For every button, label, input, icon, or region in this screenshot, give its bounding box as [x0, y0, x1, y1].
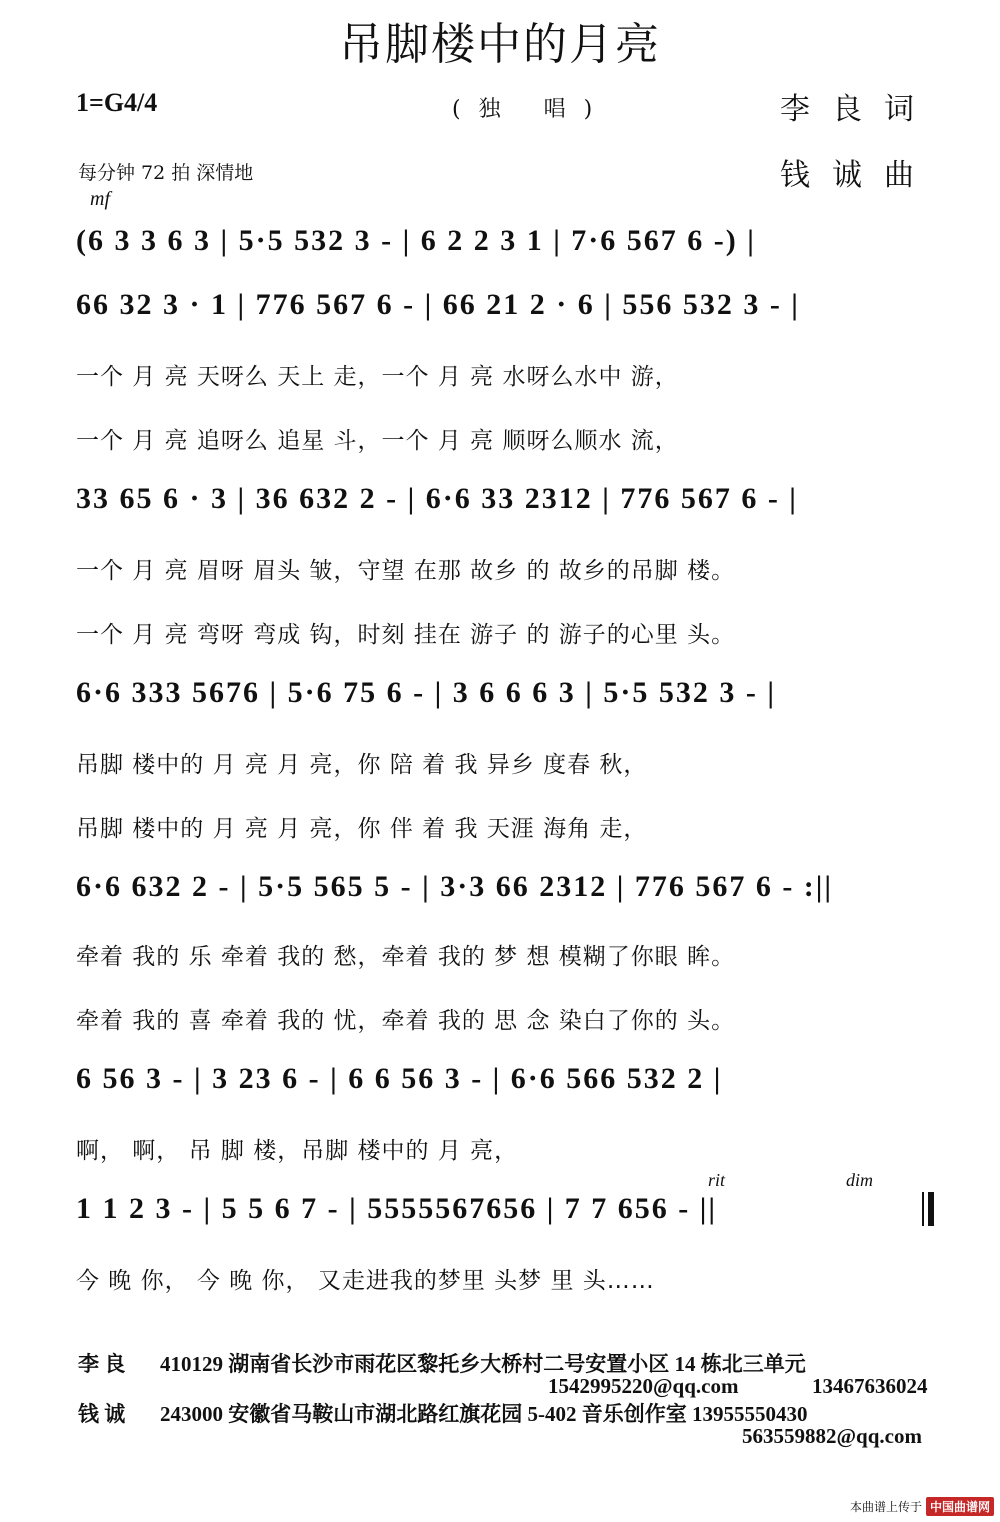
score-line-3: 33 65 6 · 3 | 36 632 2 - | 6·6 33 2312 | 776 567 6 - |	[76, 482, 798, 515]
performance-mode: (独 唱)	[452, 97, 611, 122]
contact-2-name: 钱 诚	[78, 1402, 126, 1426]
score-line-4: 6·6 333 5676 | 5·6 75 6 - | 3 6 6 6 3 | 5·5 532 3 - |	[76, 676, 776, 709]
score-line-2: 66 32 3 · 1 | 776 567 6 - | 66 21 2 · 6 | 556 532 3 - |	[76, 288, 800, 321]
contact-1-address: 410129 湖南省长沙市雨花区黎托乡大桥村二号安置小区 14 栋北三单元	[160, 1352, 806, 1376]
upload-text: 本曲谱上传于	[849, 1500, 922, 1514]
lyric-line-3-verse-2: 一个 月 亮 弯呀 弯成 钩，时刻 挂在 游子 的 游子的心里 头。	[76, 622, 736, 648]
contact-2-address: 243000 安徽省马鞍山市湖北路红旗花园 5-402 音乐创作室 13955550430	[160, 1402, 808, 1426]
dynamic-marking: mf	[90, 188, 110, 210]
diminuendo-mark: dim	[846, 1170, 873, 1190]
lyric-line-6: 啊， 啊， 吊 脚 楼，吊脚 楼中的 月 亮，	[76, 1138, 519, 1164]
site-logo: 中国曲谱网	[926, 1497, 994, 1516]
ritardando-mark: rit	[708, 1170, 726, 1190]
page-title: 吊脚楼中的月亮	[339, 19, 661, 70]
lyric-line-5-verse-1: 牵着 我的 乐 牵着 我的 愁，牵着 我的 梦 想 模糊了你眼 眸。	[76, 944, 736, 970]
key-signature: 1=G4/4	[76, 88, 158, 117]
lyric-line-2-verse-1: 一个 月 亮 天呀么 天上 走，一个 月 亮 水呀么水中 游，	[76, 364, 679, 390]
score-line-1: (6 3 3 6 3 | 5·5 532 3 - | 6 2 2 3 1 | 7·6 567 6 -) |	[76, 224, 756, 257]
lyric-line-7: 今 晚 你， 今 晚 你， 又走进我的梦里 头梦 里 头……	[76, 1268, 655, 1294]
lyric-line-4-verse-1: 吊脚 楼中的 月 亮 月 亮，你 陪 着 我 异乡 度春 秋，	[76, 752, 648, 778]
lyric-line-5-verse-2: 牵着 我的 喜 牵着 我的 忧，牵着 我的 思 念 染白了你的 头。	[76, 1008, 736, 1034]
lyricist: 李良词	[780, 92, 936, 127]
lyric-line-3-verse-1: 一个 月 亮 眉呀 眉头 皱，守望 在那 故乡 的 故乡的吊脚 楼。	[76, 558, 736, 584]
contact-1-name: 李 良	[78, 1352, 126, 1376]
score-line-5: 6·6 632 2 - | 5·5 565 5 - | 3·3 66 2312 | 776 567 6 - :||	[76, 870, 834, 903]
final-barline-thick	[928, 1192, 934, 1226]
contact-1-phone: 13467636024	[812, 1374, 928, 1398]
composer: 钱诚曲	[780, 158, 936, 193]
contact-1-email: 1542995220@qq.com	[548, 1374, 739, 1398]
final-barline-thin	[922, 1192, 924, 1226]
tempo-marking: 每分钟 72 拍 深情地	[78, 162, 254, 184]
score-line-6: 6 56 3 - | 3 23 6 - | 6 6 56 3 - | 6·6 566 532 2 |	[76, 1062, 723, 1095]
lyric-line-2-verse-2: 一个 月 亮 追呀么 追星 斗，一个 月 亮 顺呀么顺水 流，	[76, 428, 679, 454]
contact-2-email: 563559882@qq.com	[742, 1424, 922, 1448]
upload-credit	[850, 1497, 994, 1516]
lyric-line-4-verse-2: 吊脚 楼中的 月 亮 月 亮，你 伴 着 我 天涯 海角 走，	[76, 816, 648, 842]
score-line-7: 1 1 2 3 - | 5 5 6 7 - | 5555567656 | 7 7 656 - ||	[76, 1192, 718, 1225]
